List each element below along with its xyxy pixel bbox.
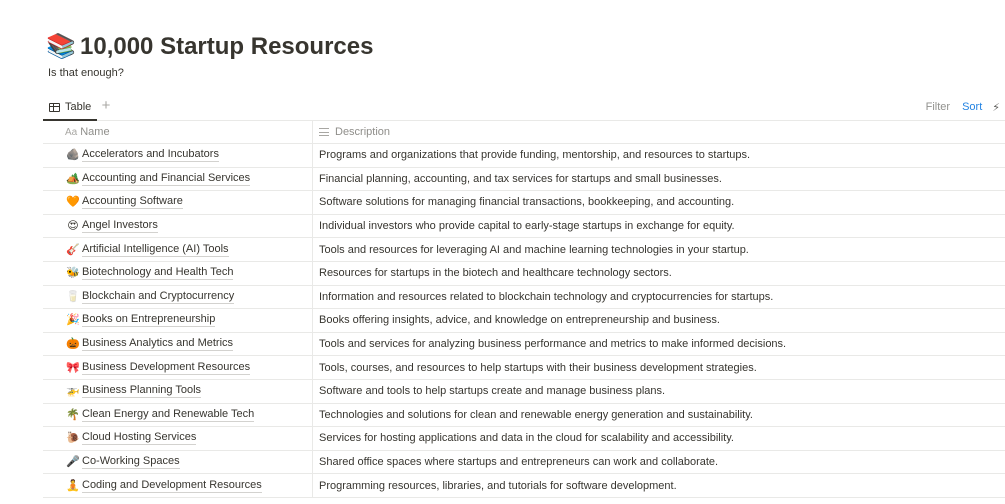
description-cell[interactable]: Individual investors who provide capital to early-stage startups in exchange for equity. bbox=[319, 220, 735, 233]
column-header-name[interactable] bbox=[43, 121, 313, 143]
database-table bbox=[43, 121, 1005, 498]
description-cell[interactable]: Shared office spaces where startups and entrepreneurs can work and collaborate. bbox=[319, 456, 719, 469]
row-title-link[interactable]: Biotechnology and Health Tech bbox=[82, 266, 234, 279]
page-emoji-icon: 🧘 bbox=[66, 479, 80, 492]
row-title-link[interactable]: Angel Investors bbox=[82, 219, 158, 232]
page-description[interactable]: Is that enough? bbox=[48, 67, 124, 79]
name-cell[interactable] bbox=[43, 404, 313, 427]
page-emoji-icon: 🐌 bbox=[66, 432, 80, 445]
row-title-link[interactable]: Co-Working Spaces bbox=[82, 455, 180, 468]
add-view-button[interactable]: + bbox=[101, 97, 111, 114]
table-header bbox=[43, 121, 1005, 144]
tab-table-view[interactable] bbox=[43, 95, 97, 121]
page-emoji-icon: 🎀 bbox=[66, 361, 80, 374]
description-cell[interactable]: Information and resources related to blockchain technology and cryptocurrencies for startups. bbox=[319, 290, 774, 303]
lines-icon bbox=[319, 128, 329, 136]
page-emoji-icon: 🏕️ bbox=[66, 172, 80, 185]
text-property-icon: Aa bbox=[65, 126, 78, 138]
row-title-link[interactable]: Clean Energy and Renewable Tech bbox=[82, 407, 255, 420]
row-title-link[interactable]: Artificial Intelligence (AI) Tools bbox=[82, 242, 229, 255]
description-cell[interactable]: Programs and organizations that provide funding, mentorship, and resources to startups. bbox=[319, 149, 751, 162]
name-cell[interactable] bbox=[43, 474, 313, 497]
table-row[interactable] bbox=[43, 215, 1005, 239]
description-cell[interactable]: Services for hosting applications and data in the cloud for scalability and accessibility. bbox=[319, 432, 734, 445]
page-emoji-icon: 🧡 bbox=[66, 196, 80, 209]
page-emoji-icon: 🎸 bbox=[66, 243, 80, 256]
database-view-bar bbox=[43, 95, 1005, 121]
page-emoji-icon: 😍 bbox=[67, 220, 79, 233]
name-cell[interactable] bbox=[43, 309, 313, 332]
table-row[interactable] bbox=[43, 356, 1005, 380]
row-title-link[interactable]: Cloud Hosting Services bbox=[82, 431, 197, 444]
name-cell[interactable] bbox=[43, 238, 313, 261]
table-row[interactable] bbox=[43, 191, 1005, 215]
table-body bbox=[43, 144, 1005, 498]
description-cell[interactable]: Tools, courses, and resources to help startups with their business development strategies. bbox=[319, 361, 757, 374]
table-row[interactable] bbox=[43, 333, 1005, 357]
sort-button[interactable]: Sort bbox=[962, 101, 983, 113]
page-emoji-icon: 🐝 bbox=[66, 267, 80, 280]
row-title-link[interactable]: Business Analytics and Metrics bbox=[82, 337, 234, 350]
name-cell[interactable] bbox=[43, 191, 313, 214]
table-row[interactable] bbox=[43, 286, 1005, 310]
table-row[interactable] bbox=[43, 451, 1005, 475]
table-row[interactable] bbox=[43, 404, 1005, 428]
page-emoji-icon: 🎉 bbox=[66, 314, 80, 327]
name-cell[interactable] bbox=[43, 380, 313, 403]
row-title-link[interactable]: Books on Entrepreneurship bbox=[82, 313, 216, 326]
page-emoji-icon: 🥛 bbox=[66, 290, 80, 303]
filter-button[interactable]: Filter bbox=[925, 101, 951, 113]
name-cell[interactable] bbox=[43, 333, 313, 356]
column-header-label: Name bbox=[80, 126, 110, 138]
page-emoji-icon: 🎤 bbox=[66, 456, 80, 469]
name-cell[interactable] bbox=[43, 262, 313, 285]
page-emoji-icon: 🪨 bbox=[66, 149, 80, 162]
page-title[interactable]: 10,000 Startup Resources bbox=[80, 33, 374, 60]
table-row[interactable] bbox=[43, 168, 1005, 192]
name-cell[interactable] bbox=[43, 168, 313, 191]
books-icon[interactable]: 📚 bbox=[46, 33, 76, 60]
column-header-label: Description bbox=[335, 126, 391, 138]
row-title-link[interactable]: Accounting Software bbox=[82, 195, 183, 208]
description-cell[interactable]: Software and tools to help startups create and manage business plans. bbox=[319, 385, 666, 398]
description-cell[interactable]: Financial planning, accounting, and tax services for startups and small businesses. bbox=[319, 172, 722, 185]
name-cell[interactable] bbox=[43, 286, 313, 309]
row-title-link[interactable]: Accounting and Financial Services bbox=[82, 171, 251, 184]
page-emoji-icon: 🚁 bbox=[66, 385, 80, 398]
table-row[interactable] bbox=[43, 309, 1005, 333]
table-row[interactable] bbox=[43, 238, 1005, 262]
page-emoji-icon: 🌴 bbox=[66, 408, 80, 421]
row-title-link[interactable]: Blockchain and Cryptocurrency bbox=[82, 289, 235, 302]
row-title-link[interactable]: Coding and Development Resources bbox=[82, 478, 262, 491]
tab-label: Table bbox=[65, 101, 92, 113]
description-cell[interactable]: Programming resources, libraries, and tutorials for software development. bbox=[319, 479, 677, 492]
description-cell[interactable]: Tools and resources for leveraging AI and machine learning technologies in your startup. bbox=[319, 243, 749, 256]
name-cell[interactable] bbox=[43, 215, 313, 238]
row-title-link[interactable]: Business Planning Tools bbox=[82, 384, 202, 397]
row-title-link[interactable]: Accelerators and Incubators bbox=[82, 148, 219, 161]
description-cell[interactable]: Tools and services for analyzing business performance and metrics to make informed decisions. bbox=[319, 338, 787, 351]
description-cell[interactable]: Technologies and solutions for clean and renewable energy generation and sustainability. bbox=[319, 408, 753, 421]
column-header-description[interactable] bbox=[313, 121, 1005, 143]
description-cell[interactable]: Software solutions for managing financial transactions, bookkeeping, and accounting. bbox=[319, 196, 735, 209]
view-actions bbox=[926, 95, 1000, 119]
table-row[interactable] bbox=[43, 380, 1005, 404]
table-row[interactable] bbox=[43, 262, 1005, 286]
automation-bolt-icon[interactable]: ⚡ bbox=[992, 101, 1000, 114]
page-header bbox=[46, 31, 373, 63]
name-cell[interactable] bbox=[43, 451, 313, 474]
table-row[interactable] bbox=[43, 144, 1005, 168]
description-cell[interactable]: Books offering insights, advice, and knowledge on entrepreneurship and business. bbox=[319, 314, 720, 327]
table-icon bbox=[49, 103, 60, 112]
page-emoji-icon: 🎃 bbox=[66, 338, 80, 351]
name-cell[interactable] bbox=[43, 427, 313, 450]
description-cell[interactable]: Resources for startups in the biotech and healthcare technology sectors. bbox=[319, 267, 672, 280]
table-row[interactable] bbox=[43, 474, 1005, 498]
name-cell[interactable] bbox=[43, 144, 313, 167]
row-title-link[interactable]: Business Development Resources bbox=[82, 360, 251, 373]
table-row[interactable] bbox=[43, 427, 1005, 451]
name-cell[interactable] bbox=[43, 356, 313, 379]
